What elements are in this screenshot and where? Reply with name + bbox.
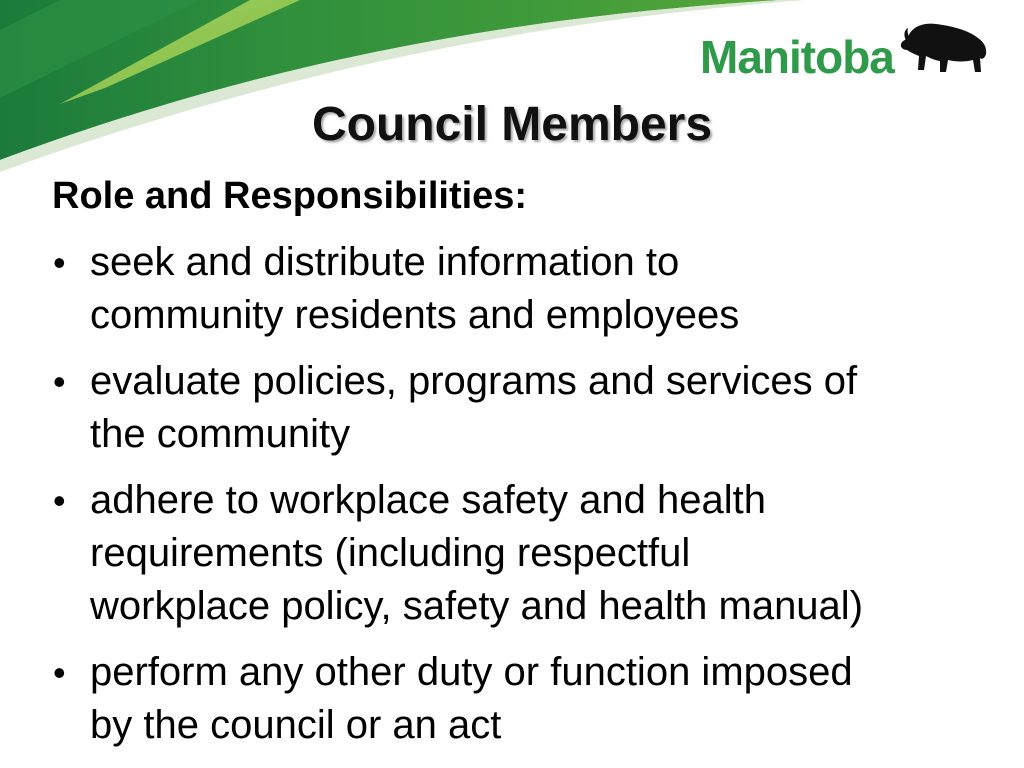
bison-icon [898,20,990,82]
bullet-icon: • [53,361,66,402]
list-item [0,646,1000,752]
bullet-icon: • [53,480,66,521]
logo-wordmark: Manitoba [700,31,894,83]
bullet-icon: • [53,652,66,693]
list-item-text: adhere to workplace safety and health requirements (including respectful workplace policy, safety and health manual) [90,478,864,628]
responsibilities-list [0,236,1000,765]
list-item [0,236,1000,342]
bullet-icon: • [53,242,66,283]
list-item [0,355,1000,461]
slide-title: Council Members [311,98,713,151]
list-item-text: seek and distribute information to community residents and employees [90,240,740,337]
list-item [0,474,1000,633]
list-item-text: evaluate policies, programs and services of the community [90,359,858,456]
manitoba-logo [698,20,990,82]
section-heading: Role and Responsibilities: [52,175,528,217]
list-item-text: perform any other duty or function imposed by the council or an act [90,650,853,747]
